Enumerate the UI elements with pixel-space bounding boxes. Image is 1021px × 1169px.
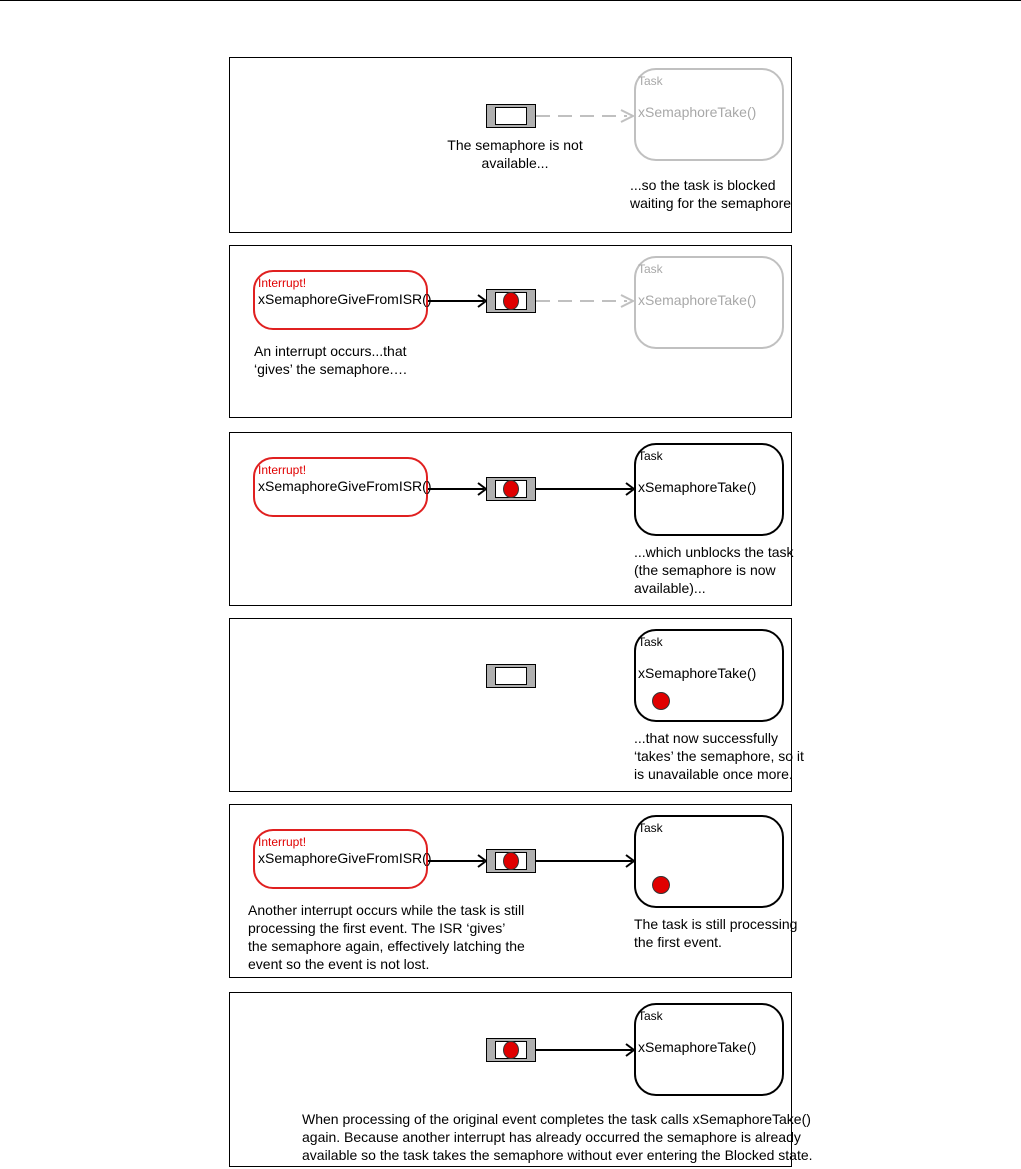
caption-line: ‘takes’ the semaphore, so it: [634, 748, 804, 764]
panel-6-task-takes-again: [229, 992, 813, 1167]
interrupt-title: Interrupt!: [258, 835, 307, 849]
caption-line: is unavailable once more.: [634, 766, 793, 782]
semaphore-slot: [495, 667, 527, 685]
caption-interrupt: [254, 342, 408, 378]
task-box-blocked: [634, 256, 784, 349]
task-box-active: [634, 629, 784, 722]
task-box-active: [634, 1003, 784, 1096]
caption-line: ...which unblocks the task: [634, 544, 794, 560]
caption-line: the semaphore again, effectively latching the: [248, 938, 525, 954]
semaphore-full: [486, 289, 536, 313]
caption-line: processing the first event. The ISR ‘gives’: [248, 920, 506, 936]
semaphore-empty: [486, 664, 536, 688]
caption-line: An interrupt occurs...that: [254, 343, 407, 359]
caption-line: ‘gives’ the semaphore.…: [254, 361, 408, 377]
caption-line: waiting for the semaphore: [630, 195, 792, 211]
caption-line: (the semaphore is now: [634, 562, 776, 578]
panel-1-semaphore-not-available: [229, 57, 792, 233]
caption-bottom: [302, 1110, 813, 1164]
task-title: Task: [638, 635, 663, 649]
task-title: Task: [638, 262, 663, 276]
caption-line: When processing of the original event completes the task calls xSemaphoreTake(): [302, 1111, 811, 1127]
caption-task: [634, 543, 794, 597]
panel-4-task-takes: [229, 618, 804, 792]
semaphore-token: [503, 1041, 519, 1059]
task-box-blocked: [634, 68, 784, 161]
isr-call: xSemaphoreGiveFromISR(): [258, 850, 432, 866]
panel-3-task-unblocked: [229, 432, 792, 606]
interrupt-title: Interrupt!: [258, 463, 307, 477]
semaphore-full: [486, 849, 536, 873]
task-title: Task: [638, 821, 663, 835]
semaphore-full: [486, 1038, 536, 1062]
caption-line: available so the task takes the semaphore without ever entering the Blocked state.: [302, 1147, 813, 1163]
caption-task: [630, 176, 791, 212]
semaphore-token: [503, 852, 519, 870]
caption-interrupt: [248, 901, 525, 973]
caption-task: [634, 915, 797, 951]
event-token: [652, 876, 670, 894]
caption-line: again. Because another interrupt has already occurred the semaphore is already: [302, 1129, 801, 1145]
task-title: Task: [638, 1009, 663, 1023]
caption-line: the first event.: [634, 934, 722, 950]
caption-line: Another interrupt occurs while the task is still: [248, 902, 525, 918]
task-title: Task: [638, 74, 663, 88]
caption-line: The semaphore is not: [447, 137, 583, 153]
semaphore-token: [503, 480, 519, 498]
caption-line: available...: [481, 155, 549, 171]
isr-call: xSemaphoreGiveFromISR(): [258, 478, 432, 494]
task-call: xSemaphoreTake(): [638, 665, 757, 681]
interrupt-title: Interrupt!: [258, 276, 307, 290]
task-call: xSemaphoreTake(): [638, 292, 757, 308]
task-title: Task: [638, 449, 663, 463]
task-call: xSemaphoreTake(): [638, 1039, 757, 1055]
caption-task: [634, 729, 804, 783]
task-call: xSemaphoreTake(): [638, 479, 757, 495]
task-call: xSemaphoreTake(): [638, 104, 757, 120]
task-box-active: [634, 443, 784, 536]
isr-call: xSemaphoreGiveFromISR(): [258, 291, 432, 307]
semaphore-token: [503, 292, 519, 310]
event-token: [652, 692, 670, 710]
caption-line: event so the event is not lost.: [248, 956, 430, 972]
page-top-rule: [0, 0, 1021, 1]
caption-line: ...so the task is blocked: [630, 177, 776, 193]
semaphore-full: [486, 477, 536, 501]
task-box-processing: [634, 815, 784, 908]
caption-line: available)...: [634, 580, 706, 596]
caption-line: The task is still processing: [634, 916, 798, 932]
caption-semaphore: [440, 136, 590, 172]
panel-5-second-interrupt: [229, 804, 798, 978]
caption-line: ...that now successfully: [634, 730, 778, 746]
panel-2-interrupt-gives: [229, 245, 792, 418]
